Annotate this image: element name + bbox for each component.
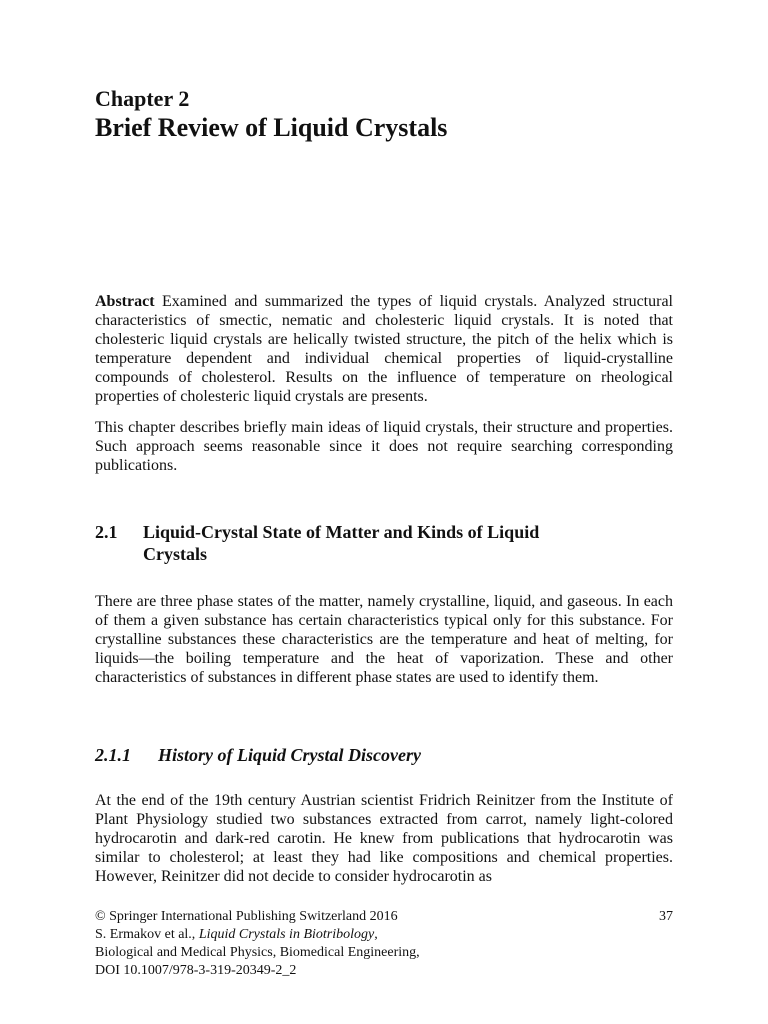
chapter-title: Brief Review of Liquid Crystals xyxy=(95,113,448,142)
section-2-1-1-title: History of Liquid Crystal Discovery xyxy=(158,745,421,765)
page-number: 37 xyxy=(659,909,673,924)
doi-line: DOI 10.1007/978-3-319-20349-2_2 xyxy=(95,963,297,978)
citation-comma: , xyxy=(374,927,378,942)
copyright-line: © Springer International Publishing Switzerland 2016 xyxy=(95,909,398,924)
citation-line xyxy=(95,926,673,944)
section-2-1-body: There are three phase states of the matter, namely crystalline, liquid, and gaseous. In each of them a given substance has certain characteristics typical only for this substance. For crystalline substances these characteristics are the temperature and heat of melting, for liquids—the boiling temperature and the heat of vaporization. These and other characteristics of substances in different phase states are used to identify them. xyxy=(95,593,673,686)
section-2-1-title: Liquid-Crystal State of Matter and Kinds of Liquid Crystals xyxy=(143,522,540,564)
abstract-paragraph xyxy=(95,292,673,406)
series-line: Biological and Medical Physics, Biomedical Engineering, xyxy=(95,945,420,960)
page-footer xyxy=(95,908,673,980)
section-2-1-1-body: At the end of the 19th century Austrian scientist Fridrich Reinitzer from the Institute of Plant Physiology studied two substances extracted from carrot, namely light-colored hydrocarotin and dark-red carotin. He knew from publications that hydrocarotin was similar to cholesterol; at least they had like compositions and chemical properties. However, Reinitzer did not decide to consider hydrocarotin as xyxy=(95,792,673,885)
abstract-text: Examined and summarized the types of liquid crystals. Analyzed structural characteristics of smectic, nematic and cholesteric liquid crystals. It is noted that cholesteric liquid crystals are helically twisted structure, the pitch of the helix which is temperature dependent and individual chemical properties of liquid-crystalline compounds of cholesterol. Results on the influence of temperature on rheological properties of cholesteric liquid crystals are presents. xyxy=(95,293,673,405)
chapter-label: Chapter 2 xyxy=(95,86,190,111)
citation-authors: S. Ermakov et al., xyxy=(95,927,199,942)
intro-paragraph: This chapter describes briefly main ideas of liquid crystals, their structure and properties. Such approach seems reasonable since it does not require searching corresponding publications. xyxy=(95,419,673,474)
citation-book-title: Liquid Crystals in Biotribology xyxy=(198,927,375,942)
abstract-label: Abstract xyxy=(95,293,155,310)
section-2-1-number: 2.1 xyxy=(95,522,118,542)
section-2-1-1-number: 2.1.1 xyxy=(95,745,131,765)
